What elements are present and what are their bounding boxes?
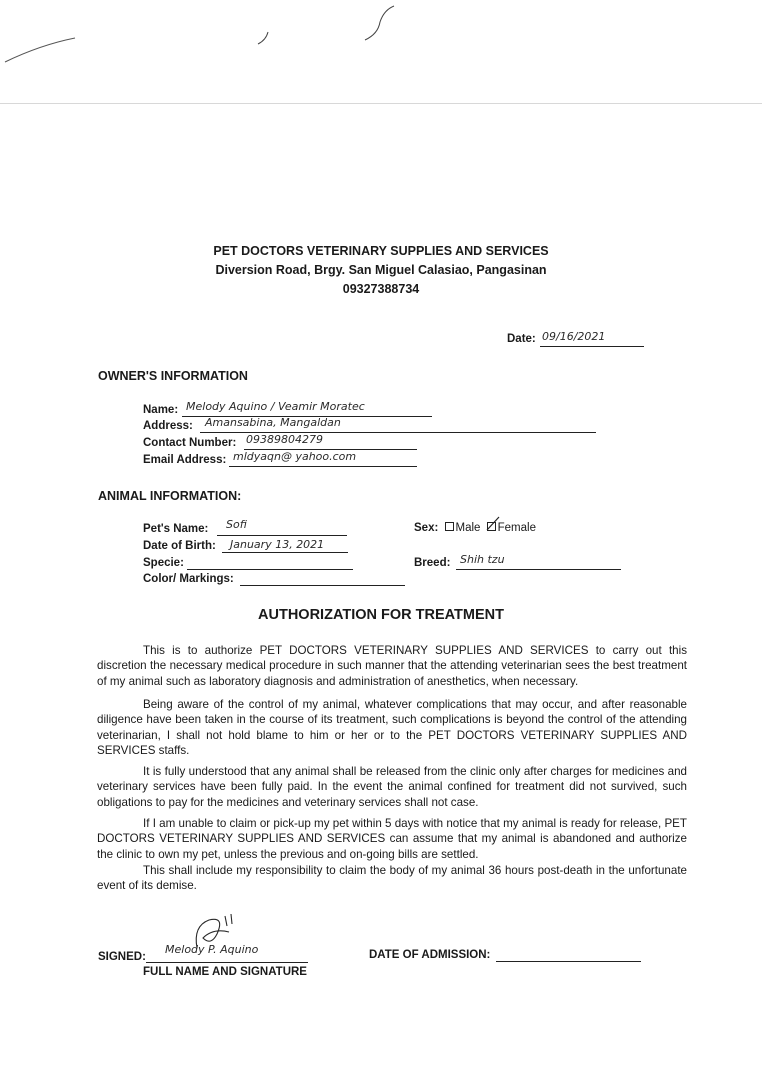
auth-paragraph-2: Being aware of the control of my animal, whatever complications that may occur, and after reasonable diligence have been taken in the course of its treatment, such complications is beyond the control of the attending veterinarian, I shall not hold blame to him or her or to the PET DOCTORS VETERINARY SUPPLIES AND SERVICES staffs. [97,698,687,758]
breed-label: Breed: [414,557,451,569]
business-phone: 09327388734 [342,282,420,296]
auth-paragraph-1: This is to authorize PET DOCTORS VETERINARY SUPPLIES AND SERVICES to carry out this discretion the necessary medical procedure in such manner that the attending veterinarian sees the best treatment of my animal such as laboratory diagnosis and administration of anesthetics, when necessary. [97,644,687,688]
signed-line [146,962,308,963]
signature-caption: FULL NAME AND SIGNATURE [143,966,307,978]
breed-value: Shih tzu [460,553,505,566]
specie-line [187,569,353,570]
admission-label: DATE OF ADMISSION: [369,949,491,961]
male-checkbox[interactable] [445,522,454,531]
owner-address-value: Amansabina, Mangaldan [205,416,341,429]
dob-label: Date of Birth: [143,540,216,552]
female-label: Female [497,522,536,534]
authorization-title: AUTHORIZATION FOR TREATMENT [258,607,504,623]
sex-label: Sex: [414,522,439,534]
pet-name-label: Pet's Name: [143,523,209,535]
animal-heading: ANIMAL INFORMATION: [98,489,242,503]
owner-name-value: Melody Aquino / Veamir Moratec [186,400,365,413]
auth-paragraph-4: If I am unable to claim or pick-up my pet within 5 days with notice that my animal is ready for release, PET DOCTORS VETERINARY SUPPLIES AND SERVICES can assume that my animal is abandoned and authorize the clinic to own my pet, unless the previous and on-going bills are settled. [97,817,687,861]
owner-email-value: mldyaqn@ yahoo.com [233,450,357,463]
signed-label: SIGNED: [98,951,146,963]
owner-address-label: Address: [143,420,193,432]
business-name: PET DOCTORS VETERINARY SUPPLIES AND SERVICES [213,244,549,258]
male-label: Male [455,522,481,534]
scan-edge-line [0,103,762,104]
dob-value: January 13, 2021 [230,538,325,551]
dob-line [222,552,348,553]
owner-email-line [229,466,417,467]
date-line [540,346,644,347]
owner-name-label: Name: [143,404,179,416]
female-checkbox[interactable] [487,522,496,531]
owner-email-label: Email Address: [143,454,227,466]
date-value: 09/16/2021 [542,330,606,343]
auth-paragraph-5: This shall include my responsibility to claim the body of my animal 36 hours post-death in the unfortunate event of its demise. [97,864,687,893]
check-mark-icon [486,516,500,532]
specie-label: Specie: [143,557,184,569]
auth-paragraph-3: It is fully understood that any animal shall be released from the clinic only after charges for medicines and veterinary services have been fully paid. In the event the animal confined for treatment did not survived, such obligations to pay for the medicines and veterinary services shall not case. [97,765,687,809]
owner-contact-label: Contact Number: [143,437,237,449]
signed-value: Melody P. Aquino [165,943,259,956]
pet-name-value: Sofi [226,518,247,531]
color-label: Color/ Markings: [143,573,234,585]
owner-heading: OWNER'S INFORMATION [98,369,248,383]
breed-line [456,569,621,570]
sex-field [414,522,536,534]
color-line [240,585,405,586]
pet-name-line [217,535,347,536]
owner-contact-value: 09389804279 [246,433,323,446]
business-address: Diversion Road, Brgy. San Miguel Calasiao, Pangasinan [215,263,547,277]
date-label: Date: [507,333,536,345]
admission-line [496,961,641,962]
scan-marks [0,0,762,110]
